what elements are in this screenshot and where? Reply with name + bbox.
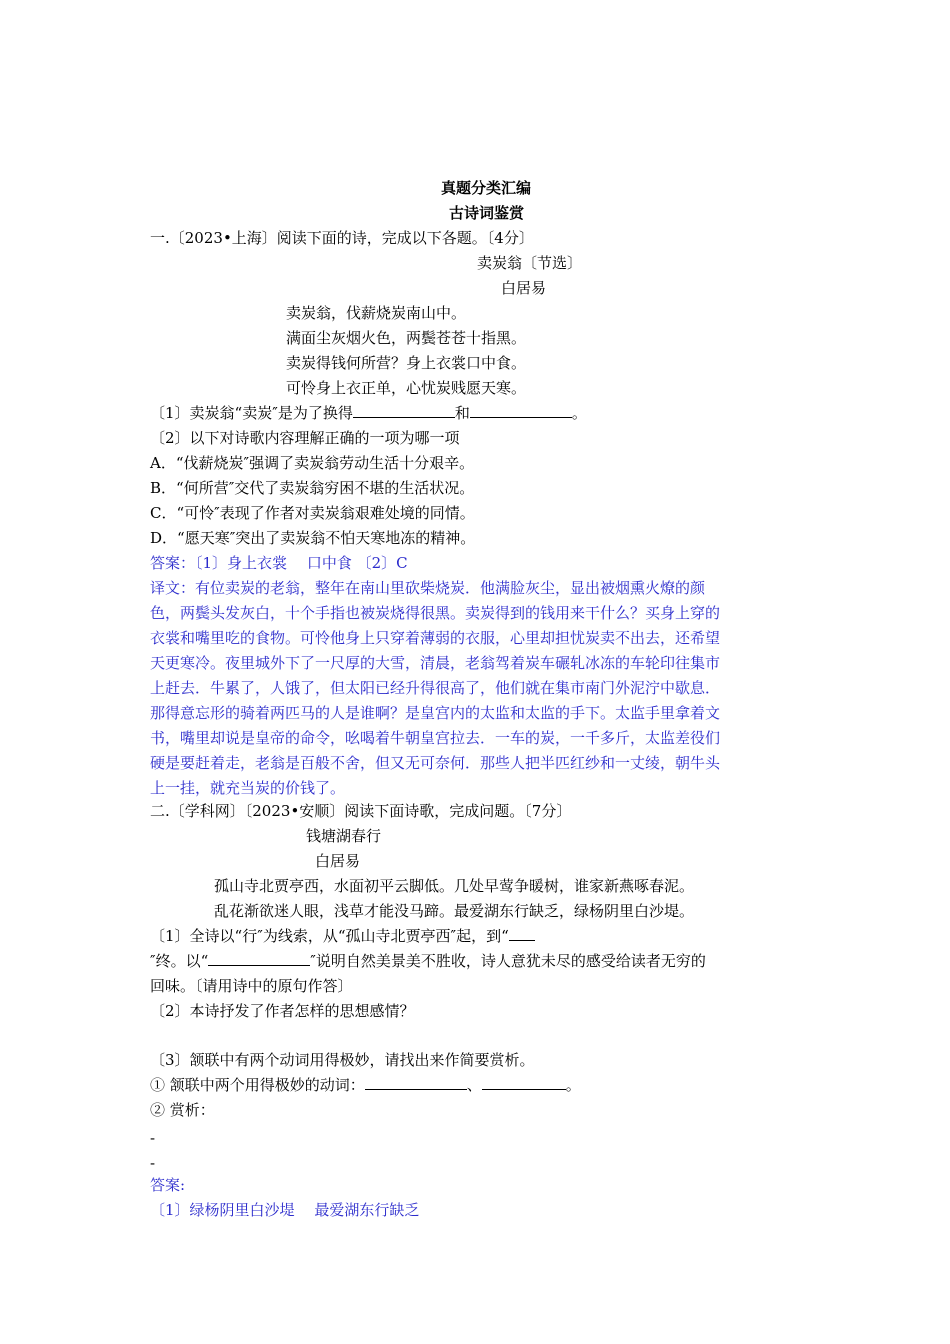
- q2-sub2: 〔2〕本诗抒发了作者怎样的思想感情？: [150, 1002, 415, 1020]
- q2-sub1-line1: [150, 926, 535, 946]
- q1-sub1-blank-2[interactable]: [470, 403, 572, 418]
- q1-sub1: [150, 403, 587, 423]
- q2-sub1-line2: [150, 951, 706, 971]
- q1-poem-line: 卖炭翁，伐薪烧炭南山中。: [286, 304, 467, 322]
- q2-poem-title: 钱塘湖春行: [306, 827, 382, 845]
- q1-answer: 答案：〔1〕身上衣裳 口中食 〔2〕C: [150, 554, 408, 572]
- q1-poem-line: 满面尘灰烟火色，两鬓苍苍十指黑。: [286, 329, 527, 347]
- q1-poem-title: 卖炭翁〔节选〕: [477, 254, 583, 272]
- q1-translation-line: 硬是要赶着走，老翁是百般不舍，但又无可奈何．那些人把半匹红纱和一丈绫，朝牛头: [150, 754, 721, 772]
- q2-answer-1: 〔1〕绿杨阴里白沙堤 最爱湖东行缺乏: [150, 1201, 420, 1219]
- q1-option-d: D．“愿天寒″突出了卖炭翁不怕天寒地冻的精神。: [150, 529, 476, 547]
- q1-translation-line: 衣裳和嘴里吃的食物。可怜他身上只穿着薄弱的衣服，心里却担忧炭卖不出去，还希望: [150, 629, 721, 647]
- q2-sub3-blank-1[interactable]: [365, 1075, 467, 1090]
- q1-option-b: B．“何所营″交代了卖炭翁穷困不堪的生活状况。: [150, 479, 475, 497]
- q1-sub1-end: 。: [571, 404, 587, 422]
- q2-sub1-blank-2[interactable]: [208, 951, 310, 966]
- q2-dash-line: -: [150, 1154, 156, 1172]
- q1-sub1-and: 和: [454, 404, 470, 422]
- q2-sub1-blank-1[interactable]: [509, 926, 535, 941]
- doc-subtitle: 古诗词鉴赏: [449, 204, 525, 222]
- q1-translation-line: 上一挂，就充当炭的价钱了。: [150, 779, 346, 797]
- q1-translation-line: 书，嘴里却说是皇帝的命令，吆喝着牛朝皇宫拉去．一车的炭，一千多斤，太监差役们: [150, 729, 721, 747]
- q2-sub3-a-sep: 、: [466, 1076, 482, 1094]
- q2-answer-label: 答案:: [150, 1176, 186, 1194]
- q1-sub2: 〔2〕以下对诗歌内容理解正确的一项为哪一项: [150, 429, 460, 447]
- q2-sub1-text-2: ″终。以“: [150, 952, 209, 970]
- q2-poem-author: 白居易: [315, 852, 361, 870]
- q1-translation-line: 上赶去．牛累了，人饿了，但太阳已经升得很高了，他们就在集市南门外泥泞中歇息．: [150, 679, 721, 697]
- q2-poem-line: 孤山寺北贾亭西，水面初平云脚低。几处早莺争暖树，谁家新燕啄春泥。: [214, 877, 695, 895]
- q1-stem: 一.〔2023•上海〕阅读下面的诗，完成以下各题。〔4分〕: [150, 229, 534, 247]
- q2-sub1-line3: 回味。〔请用诗中的原句作答〕: [150, 977, 353, 995]
- q1-poem-author: 白居易: [501, 279, 547, 297]
- q1-poem-line: 卖炭得钱何所营？身上衣裳口中食。: [286, 354, 527, 372]
- q2-stem: 二.〔学科网〕〔2023•安顺〕阅读下面诗歌，完成问题。〔7分〕: [150, 802, 572, 820]
- q2-sub3-b: ② 赏析：: [150, 1101, 215, 1119]
- q1-poem-line: 可怜身上衣正单，心忧炭贱愿天寒。: [286, 379, 527, 397]
- q2-sub3-a-text: ① 颔联中两个用得极妙的动词：: [150, 1076, 365, 1094]
- q2-sub3-a: [150, 1075, 581, 1095]
- doc-title: 真题分类汇编: [441, 179, 532, 197]
- q1-translation-line: 色，两鬓头发灰白，十个手指也被炭烧得很黑。卖炭得到的钱用来干什么？买身上穿的: [150, 604, 721, 622]
- q2-sub1-text-3: ″说明自然美景美不胜收，诗人意犹未尽的感受给读者无穷的: [310, 952, 706, 970]
- q1-translation-line: 那得意忘形的骑着两匹马的人是谁啊？是皇宫内的太监和太监的手下。太监手里拿着文: [150, 704, 721, 722]
- q1-option-a: A．“伐薪烧炭″强调了卖炭翁劳动生活十分艰辛。: [150, 454, 475, 472]
- q1-sub1-text: 〔1〕卖炭翁“卖炭″是为了换得: [150, 404, 353, 422]
- q1-translation-line: 天更寒冷。夜里城外下了一尺厚的大雪，清晨，老翁驾着炭车碾轧冰冻的车轮印往集市: [150, 654, 721, 672]
- q2-sub1-text: 〔1〕全诗以“行″为线索，从“孤山寺北贾亭西″起，到“: [150, 927, 509, 945]
- q2-sub3-blank-2[interactable]: [482, 1075, 566, 1090]
- q2-sub3: 〔3〕颔联中有两个动词用得极妙，请找出来作简要赏析。: [150, 1051, 535, 1069]
- q2-poem-line: 乱花渐欲迷人眼，浅草才能没马蹄。最爱湖东行缺乏，绿杨阴里白沙堤。: [214, 902, 695, 920]
- q1-option-c: C．“可怜″表现了作者对卖炭翁艰难处境的同情。: [150, 504, 475, 522]
- q1-translation-line: 译文：有位卖炭的老翁，整年在南山里砍柴烧炭．他满脸灰尘，显出被烟熏火燎的颜: [150, 579, 706, 597]
- q2-dash-line: -: [150, 1129, 156, 1147]
- q2-sub3-a-end: 。: [565, 1076, 581, 1094]
- q1-sub1-blank-1[interactable]: [353, 403, 455, 418]
